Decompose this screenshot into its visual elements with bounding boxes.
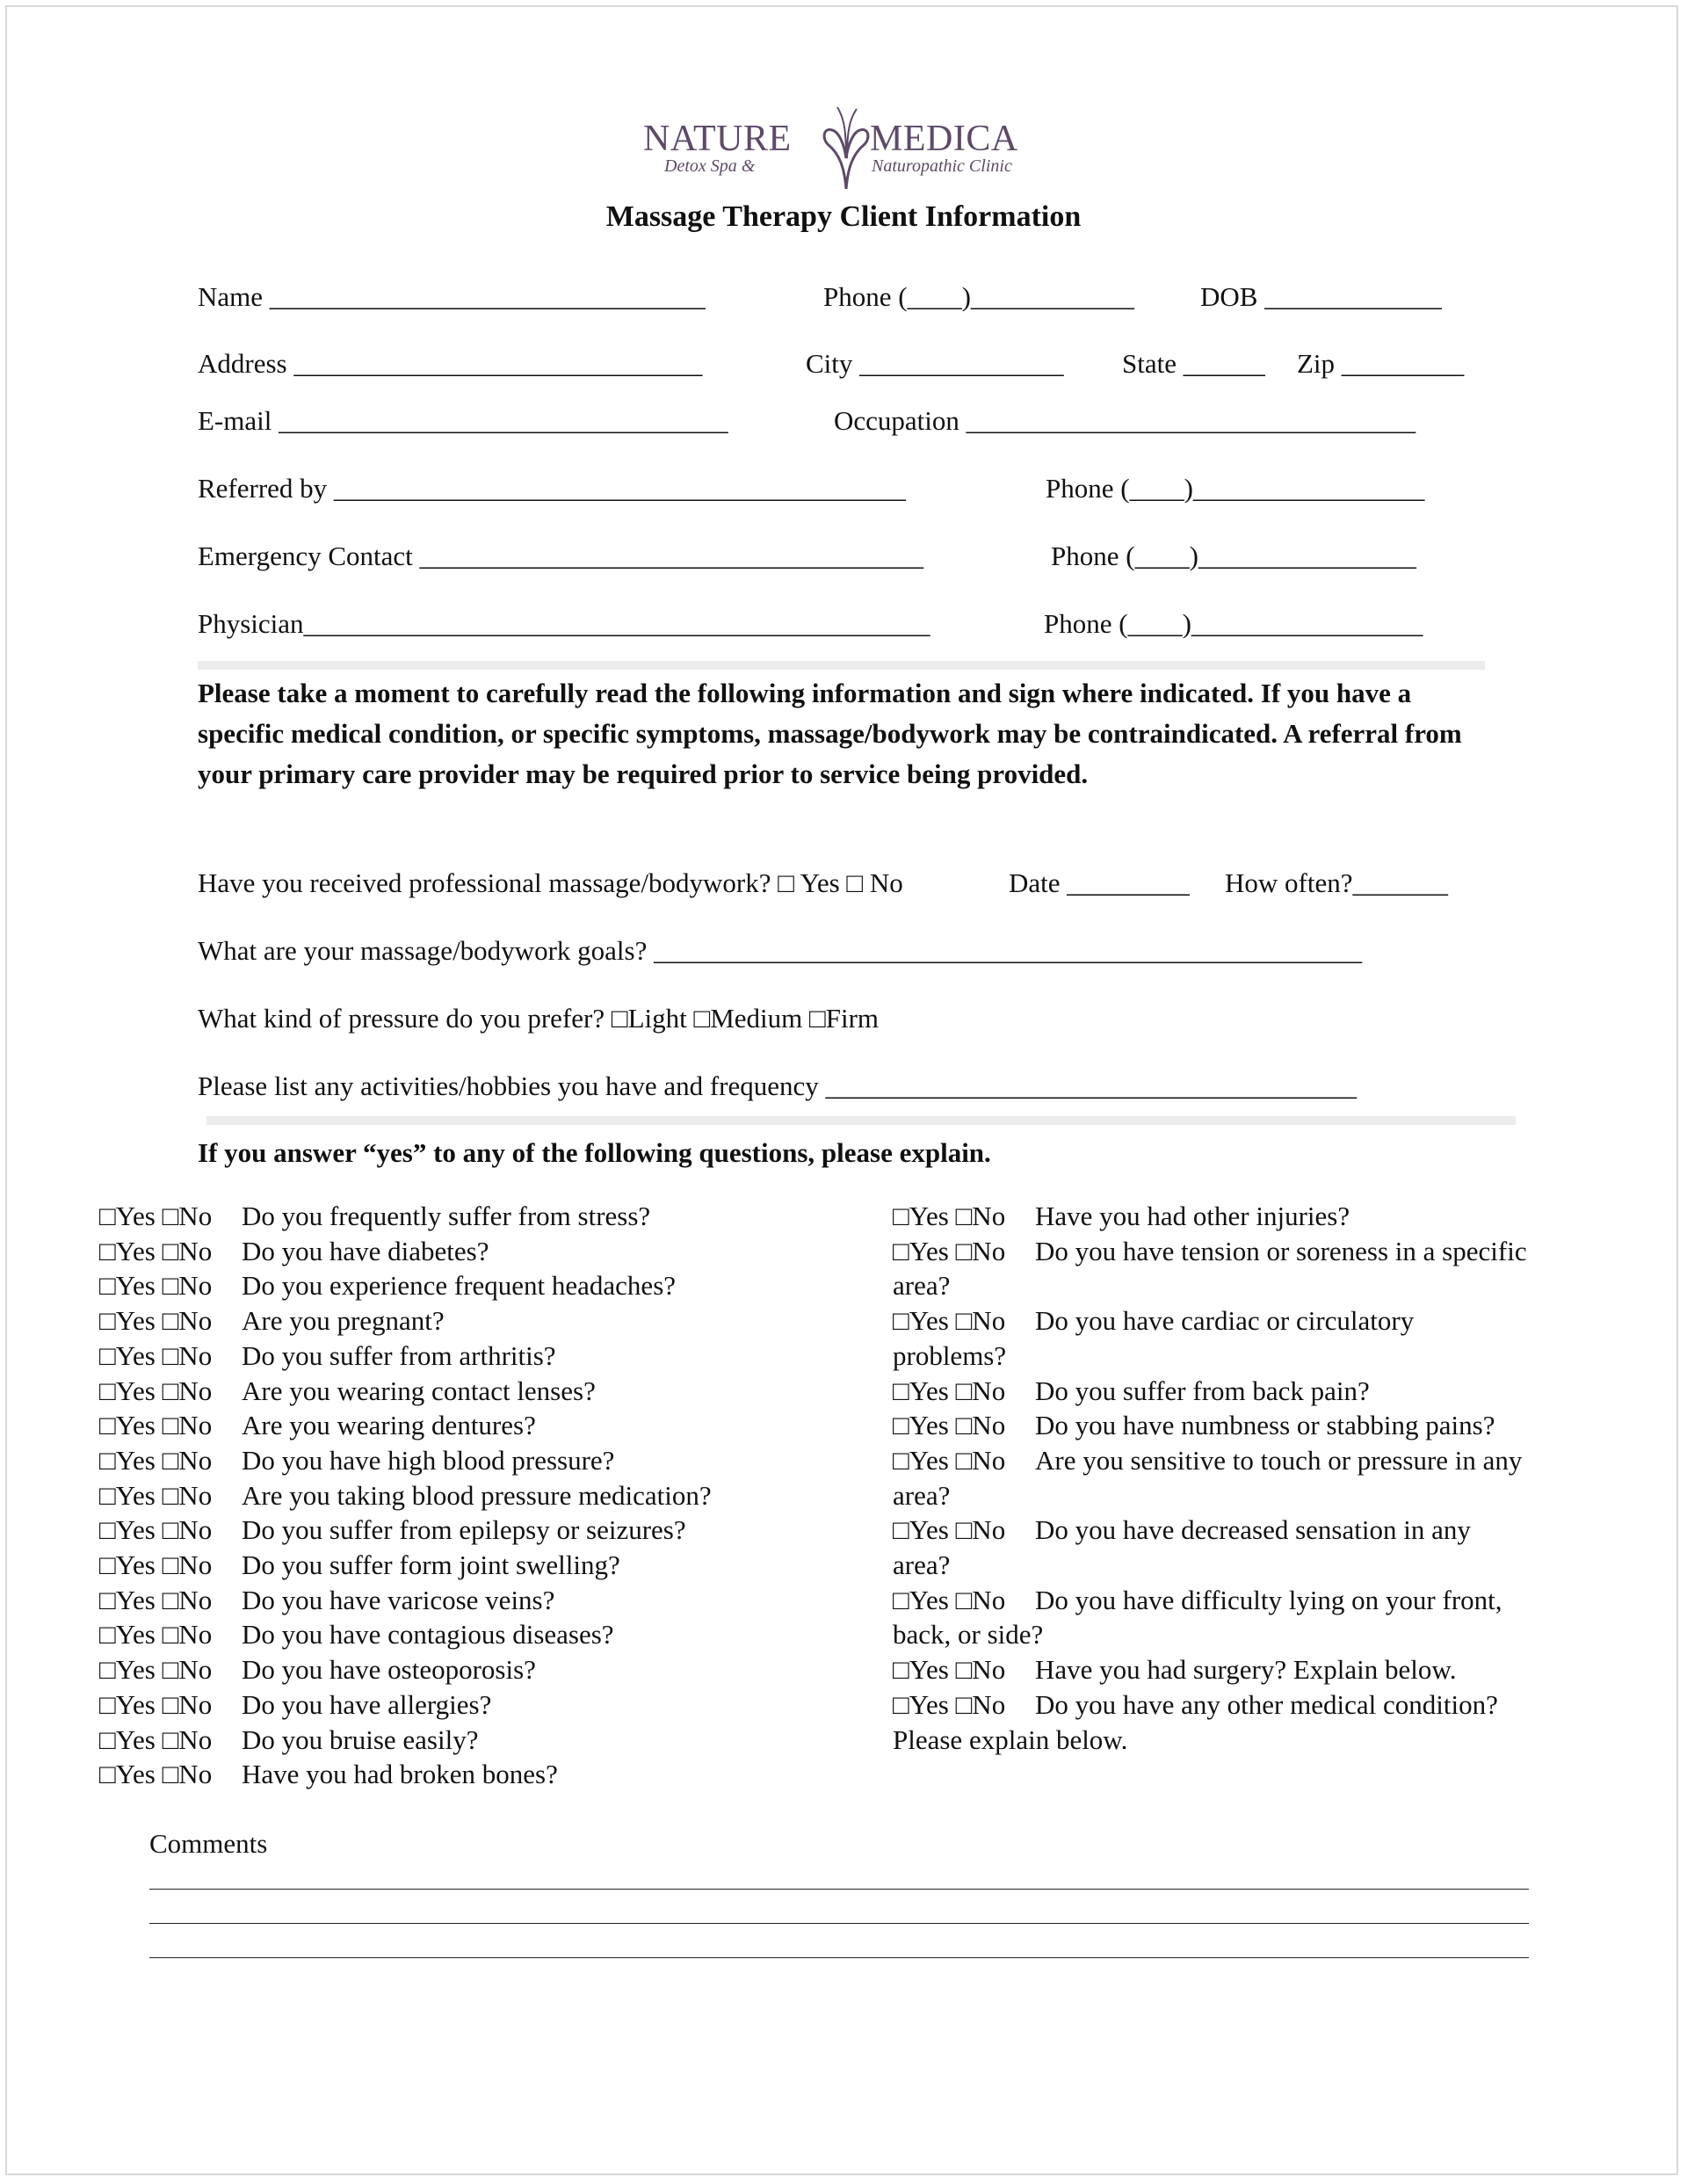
yes-no-checkboxes[interactable]: □Yes □No [893, 1375, 1006, 1406]
yes-no-question[interactable] [99, 1617, 712, 1652]
emergency-phone-field[interactable]: Phone (____)________________ [1051, 541, 1416, 571]
question-text: Do you have diabetes? [242, 1235, 489, 1266]
question-text: Are you wearing dentures? [242, 1410, 536, 1441]
logo-subtitle-left: Detox Spa & [664, 156, 756, 176]
yes-no-question[interactable] [893, 1652, 1527, 1687]
question-text: Are you taking blood pressure medication? [242, 1479, 712, 1511]
question-text: Have you had other injuries? [1035, 1201, 1350, 1231]
question-text: Do you have numbness or stabbing pains? [1035, 1410, 1495, 1441]
yes-no-question[interactable] [99, 1757, 712, 1792]
zip-field[interactable]: Zip _________ [1297, 348, 1465, 379]
logo-brand-left: NATURE [643, 119, 792, 159]
question-text: Have you had broken bones? [242, 1759, 558, 1790]
section-divider [206, 1116, 1516, 1125]
yes-no-question[interactable] [99, 1652, 712, 1687]
question-text: Do you have difficulty lying on your front, [1035, 1584, 1502, 1615]
yes-no-checkboxes[interactable]: □Yes □No [99, 1688, 213, 1720]
question-text: Do you have contagious diseases? [242, 1619, 614, 1651]
notice-paragraph: Please take a moment to carefully read the following information and sign where indicated. If you have a specific medical condition, or specific symptoms, massage/bodywork may be contraindicated. A referral from your primary care provider may be required prior to service being provided. [198, 678, 1462, 789]
question-text: Do you have any other medical condition? [1035, 1688, 1498, 1720]
question-text: Do you have high blood pressure? [242, 1444, 615, 1476]
yes-no-question[interactable] [99, 1478, 712, 1513]
comment-line[interactable] [149, 1957, 1529, 1958]
yes-no-checkboxes[interactable]: □Yes □No [893, 1514, 1006, 1546]
yes-no-question[interactable] [99, 1548, 712, 1583]
yes-no-checkboxes[interactable]: □Yes □No [893, 1654, 1006, 1686]
section-divider [198, 661, 1485, 670]
city-field[interactable]: City _______________ [806, 348, 1064, 379]
yes-no-checkboxes[interactable]: □Yes □No [99, 1305, 213, 1337]
pressure-question[interactable]: What kind of pressure do you prefer? □Light □Medium □Firm [198, 1003, 880, 1034]
form-title: Massage Therapy Client Information [605, 200, 1082, 233]
goals-field[interactable]: What are your massage/bodywork goals? ____________________________________________________ [198, 935, 1363, 966]
question-text: Do you have varicose veins? [242, 1584, 555, 1615]
yes-no-checkboxes[interactable]: □Yes □No [893, 1444, 1006, 1476]
physician-phone-field[interactable]: Phone (____)_________________ [1044, 608, 1423, 639]
dob-field[interactable]: DOB _____________ [1200, 281, 1442, 312]
comments-label: Comments [149, 1828, 268, 1859]
yes-no-question[interactable] [99, 1303, 712, 1339]
yes-no-question[interactable] [893, 1303, 1527, 1339]
email-field[interactable]: E-mail _________________________________ [198, 405, 728, 436]
question-continuation: area? [893, 1270, 951, 1302]
yes-no-checkboxes[interactable]: □Yes □No [893, 1584, 1006, 1615]
yes-no-question[interactable] [893, 1234, 1527, 1269]
yes-no-checkboxes[interactable]: □Yes □No [99, 1235, 213, 1266]
question-text: Do you have allergies? [242, 1688, 492, 1720]
question-text: Do you have tension or soreness in a specific [1035, 1235, 1527, 1266]
yes-no-question[interactable] [99, 1723, 712, 1758]
question-text: Are you pregnant? [242, 1305, 445, 1337]
yes-no-checkboxes[interactable]: □Yes □No [99, 1584, 213, 1615]
yes-no-question[interactable] [99, 1513, 712, 1548]
yes-no-question[interactable] [893, 1443, 1527, 1478]
question-text: Do you suffer from back pain? [1035, 1375, 1370, 1406]
yes-no-checkboxes[interactable]: □Yes □No [893, 1305, 1006, 1337]
question-continuation: area? [893, 1549, 951, 1581]
question-continuation: Please explain below. [893, 1723, 1128, 1755]
questions-left-column [99, 1199, 712, 1792]
yes-no-question[interactable] [99, 1339, 712, 1374]
address-field[interactable]: Address ______________________________ [198, 348, 703, 379]
yes-no-checkboxes[interactable]: □Yes □No [99, 1654, 213, 1686]
activities-field[interactable]: Please list any activities/hobbies you have and frequency _______________________________________ [198, 1070, 1358, 1101]
yes-no-checkboxes[interactable]: □Yes □No [893, 1688, 1006, 1720]
question-text: Do you suffer from arthritis? [242, 1339, 556, 1371]
logo-subtitle-right: Naturopathic Clinic [872, 156, 1012, 176]
question-continuation: back, or side? [893, 1619, 1044, 1651]
logo-brand-right: MEDICA [870, 119, 1018, 159]
yes-no-checkboxes[interactable]: □Yes □No [99, 1549, 213, 1581]
question-text: Do you have osteoporosis? [242, 1654, 536, 1686]
question-text: Are you wearing contact lenses? [242, 1375, 596, 1406]
question-continuation: area? [893, 1479, 951, 1511]
referrer-phone-field[interactable]: Phone (____)_________________ [1046, 473, 1425, 504]
yes-no-question[interactable] [99, 1687, 712, 1723]
yes-no-question[interactable] [893, 1687, 1527, 1723]
question-text: Do you have decreased sensation in any [1035, 1514, 1471, 1546]
how-often-field[interactable]: How often?_______ [1225, 867, 1448, 898]
yes-no-question[interactable] [99, 1374, 712, 1409]
yes-no-question[interactable] [99, 1199, 712, 1234]
yes-no-checkboxes[interactable]: □Yes □No [99, 1619, 213, 1651]
yes-no-question[interactable] [99, 1408, 712, 1443]
yes-no-checkboxes[interactable]: □Yes □No [893, 1410, 1006, 1441]
yes-no-question[interactable] [893, 1583, 1527, 1618]
name-field[interactable]: Name ________________________________ [198, 281, 706, 312]
yes-no-checkboxes[interactable]: □Yes □No [99, 1339, 213, 1371]
butterfly-icon [820, 105, 872, 193]
yes-no-checkboxes[interactable]: □Yes □No [99, 1270, 213, 1302]
yes-no-checkboxes[interactable]: □Yes □No [99, 1479, 213, 1511]
state-field[interactable]: State ______ [1122, 348, 1265, 379]
emergency-contact-field[interactable]: Emergency Contact _____________________________________ [198, 541, 924, 571]
yes-no-question[interactable] [893, 1374, 1527, 1409]
question-text: Do you suffer from epilepsy or seizures? [242, 1514, 686, 1546]
nature-medica-logo [640, 105, 1053, 198]
occupation-field[interactable]: Occupation _________________________________ [834, 405, 1416, 436]
question-text: Do you experience frequent headaches? [242, 1270, 677, 1302]
question-text: Do you bruise easily? [242, 1723, 479, 1755]
yes-no-checkboxes[interactable]: □Yes □No [893, 1201, 1006, 1231]
yes-no-question[interactable] [893, 1408, 1527, 1443]
yes-no-checkboxes[interactable]: □Yes □No [99, 1444, 213, 1476]
yes-no-checkboxes[interactable]: □Yes □No [893, 1235, 1006, 1266]
yes-no-checkboxes[interactable]: □Yes □No [99, 1201, 213, 1231]
yes-no-question[interactable] [99, 1234, 712, 1269]
referred-by-field[interactable]: Referred by __________________________________________ [198, 473, 906, 504]
yes-no-question[interactable] [99, 1268, 712, 1303]
yes-no-checkboxes[interactable]: □Yes □No [99, 1514, 213, 1546]
question-text: Do you suffer form joint swelling? [242, 1549, 620, 1581]
physician-field[interactable]: Physician______________________________________________ [198, 608, 930, 639]
question-text: Have you had surgery? Explain below. [1035, 1654, 1457, 1686]
yes-no-checkboxes[interactable]: □Yes □No [99, 1410, 213, 1441]
question-text: Do you have cardiac or circulatory [1035, 1305, 1415, 1337]
explain-heading: If you answer “yes” to any of the following questions, please explain. [198, 1137, 991, 1168]
received-massage-question[interactable]: Have you received professional massage/bodywork? □ Yes □ No [198, 867, 903, 898]
question-text: Do you frequently suffer from stress? [242, 1201, 651, 1231]
yes-no-question[interactable] [99, 1583, 712, 1618]
yes-no-checkboxes[interactable]: □Yes □No [99, 1723, 213, 1755]
yes-no-question[interactable] [99, 1443, 712, 1478]
questions-right-column [893, 1199, 1527, 1757]
question-continuation: problems? [893, 1339, 1007, 1371]
yes-no-checkboxes[interactable]: □Yes □No [99, 1375, 213, 1406]
yes-no-checkboxes[interactable]: □Yes □No [99, 1759, 213, 1790]
yes-no-question[interactable] [893, 1513, 1527, 1548]
phone-field[interactable]: Phone (____)____________ [823, 281, 1134, 312]
last-date-field[interactable]: Date _________ [1009, 867, 1190, 898]
question-text: Are you sensitive to touch or pressure in any [1035, 1444, 1523, 1476]
yes-no-question[interactable] [893, 1199, 1527, 1234]
comment-line[interactable] [149, 1889, 1529, 1890]
comment-line[interactable] [149, 1923, 1529, 1924]
